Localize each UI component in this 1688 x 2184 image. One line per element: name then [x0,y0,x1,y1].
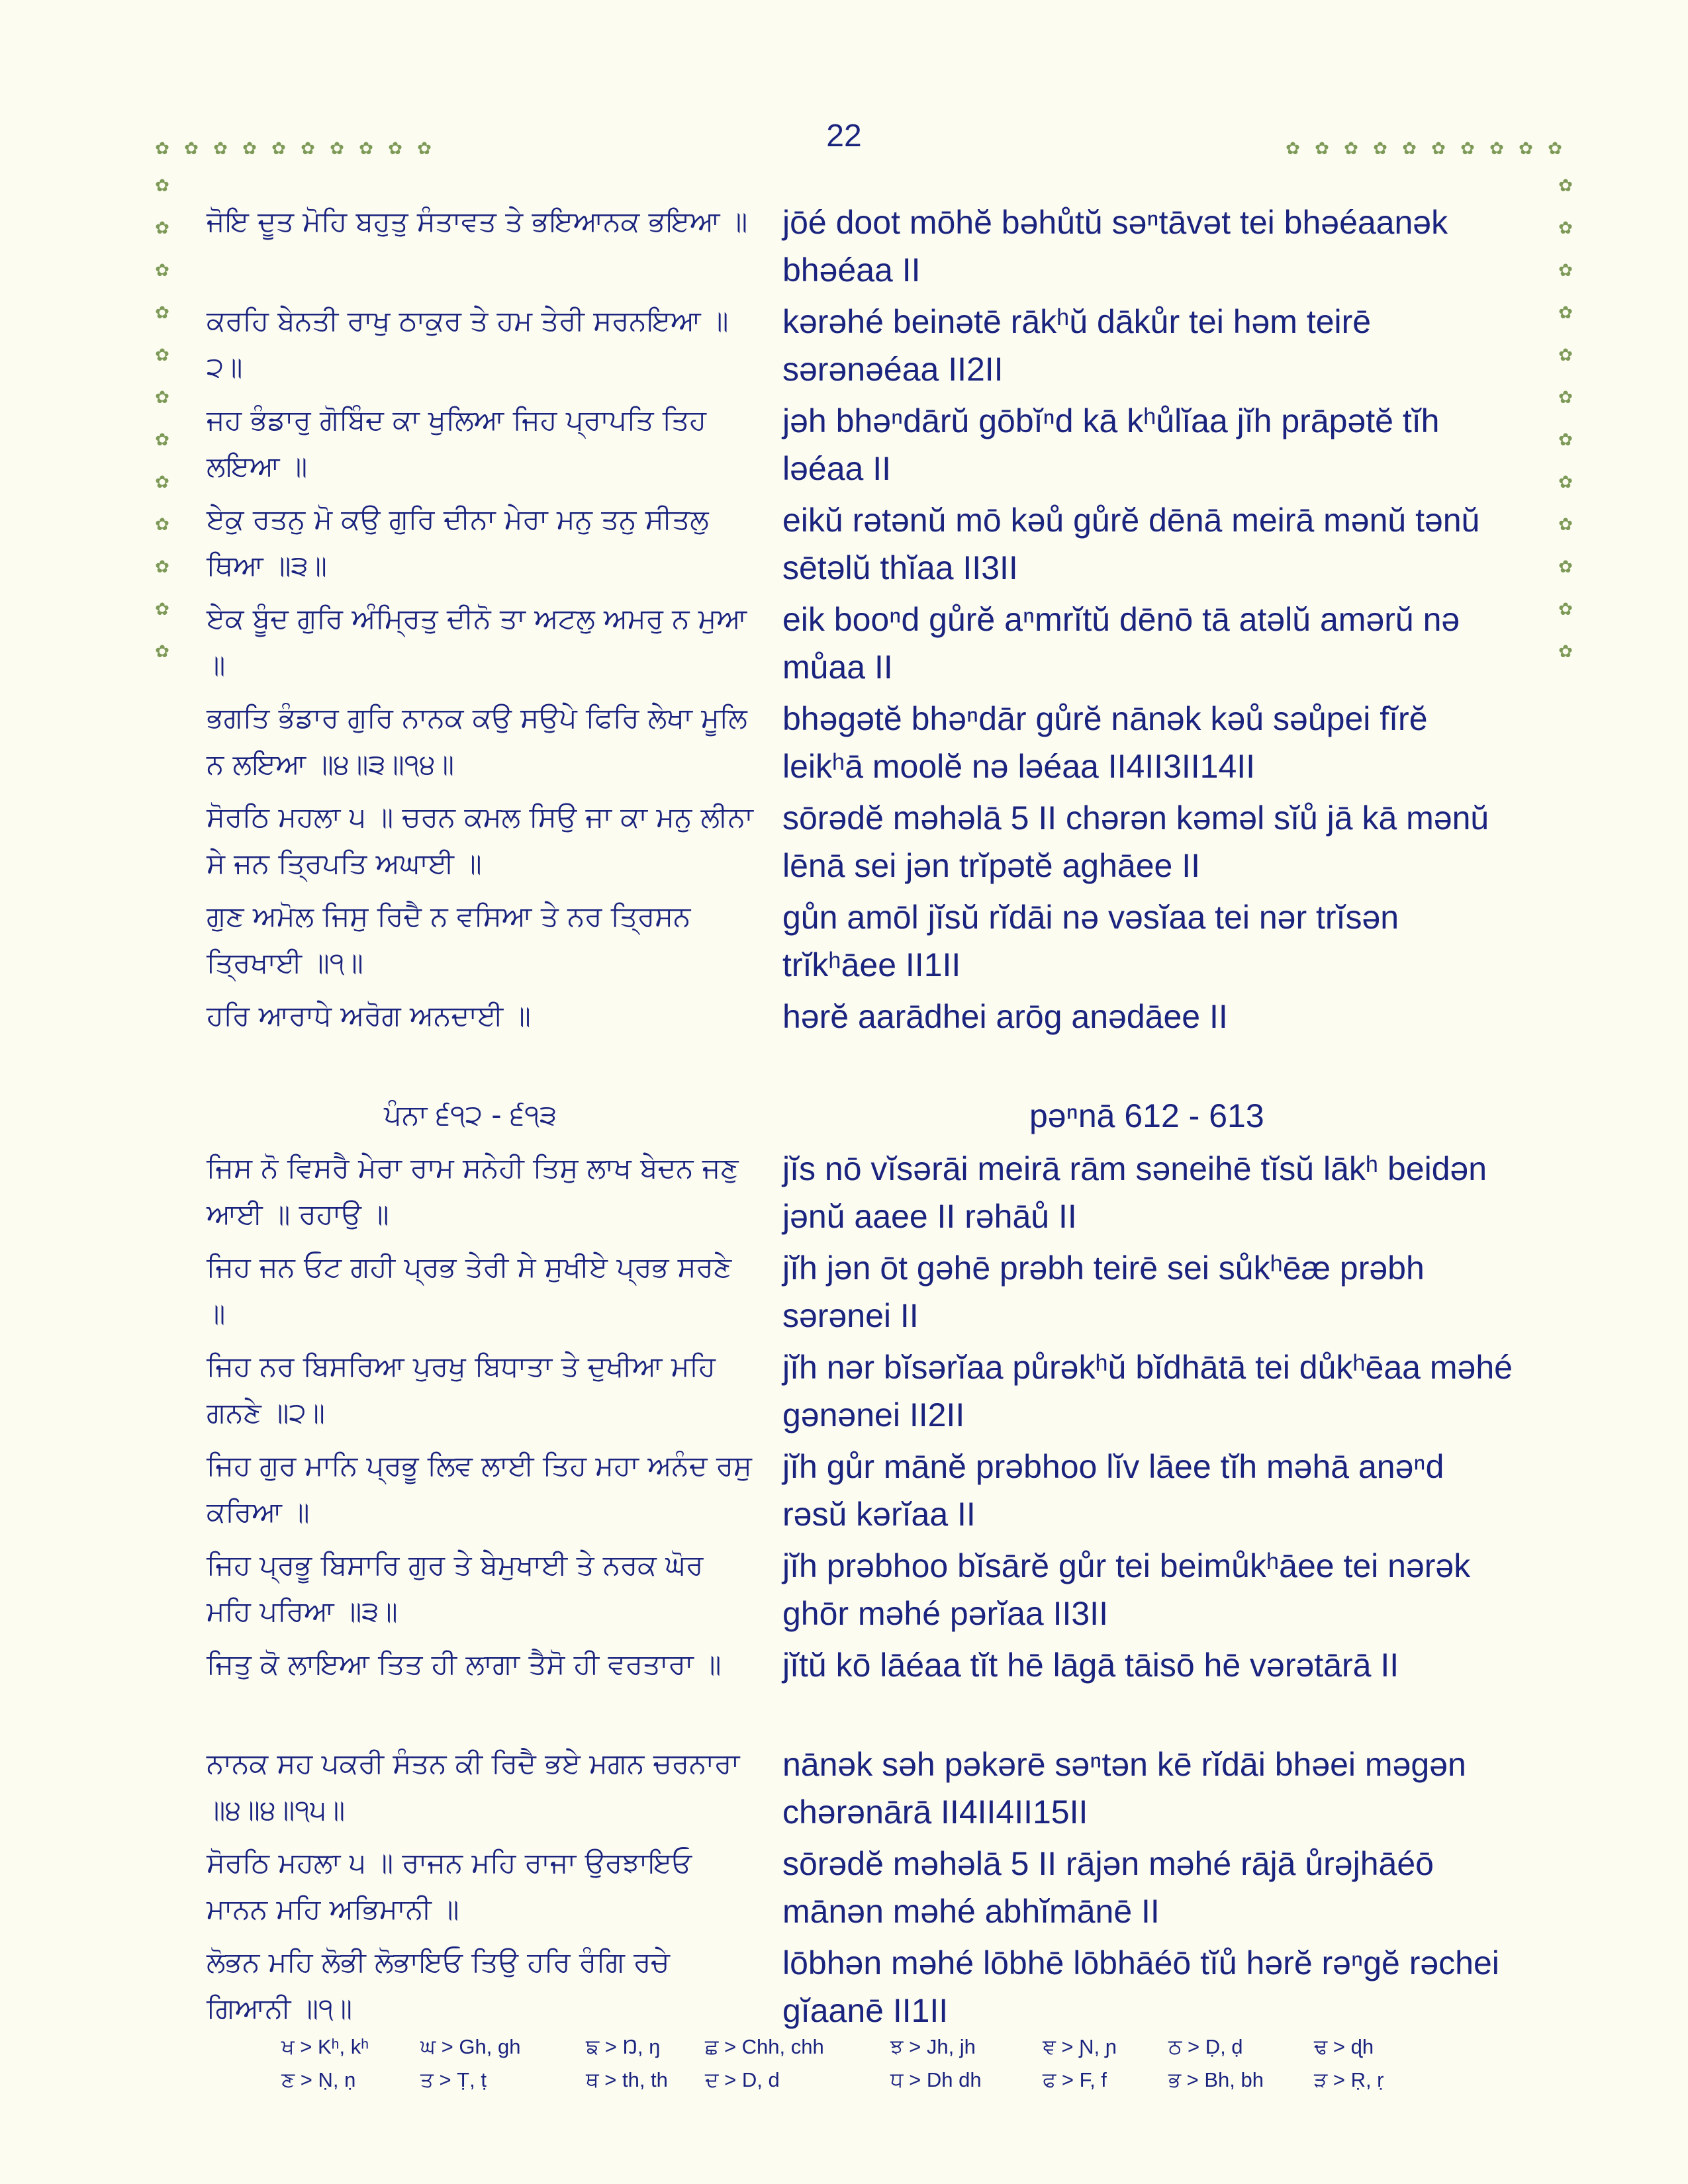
transliteration-text: jĭh nər bĭsərĭaa půrəkʰŭ bĭdhātā tei důkʰēaa məhé gənənei II2II [782,1349,1513,1433]
verse-row [0,1145,1688,1244]
verse-row [0,596,1688,695]
transliteration-text: jōé doot mōhĕ bəhůtŭ səⁿtāvət tei bhəéaanək bhəéaa II [782,204,1448,289]
transliteration-text: jĭs nō vĭsərāi meirā rām səneihē tĭsŭ lākʰ beidən jənŭ aaee II rəhāů II [782,1150,1487,1235]
verse-row [0,993,1688,1092]
flower-icon: ✿ [242,139,257,159]
flower-icon: ✿ [1558,303,1573,323]
transliteration-text: jĭh gůr mānĕ prəbhoo lĭv lāee tĭh məhā anəⁿd rəsŭ kərĭaa II [782,1448,1444,1533]
flower-icon: ✿ [417,139,432,159]
page-reference-gurmukhi: ਪੰਨਾ ੬੧੨ - ੬੧੩ [384,1099,557,1131]
flower-icon: ✿ [1519,139,1533,159]
flower-icon: ✿ [184,139,199,159]
gurmukhi-text: ਜੋਇ ਦੂਤ ਮੋਹਿ ਬਹੁਤੁ ਸੰਤਾਵਤ ਤੇ ਭਇਆਨਕ ਭਇਆ ॥ [207,205,748,238]
verse-row [0,794,1688,893]
gurmukhi-text: ਭਗਤਿ ਭੰਡਾਰ ਗੁਰਿ ਨਾਨਕ ਕਉ ਸਉਪੇ ਫਿਰਿ ਲੇਖਾ ਮੂਲਿ ਨ ਲਇਆ ॥੪॥੩॥੧੪॥ [207,702,747,780]
verse-row [0,1343,1688,1443]
verse-row [0,1542,1688,1641]
flower-icon: ✿ [155,557,169,577]
gurmukhi-text: ਲੋਭਨ ਮਹਿ ਲੋਭੀ ਲੋਭਾਇਓ ਤਿਉ ਹਰਿ ਰੰਗਿ ਰਚੇ ਗਿਆਨੀ ॥੧॥ [207,1946,670,2025]
flower-icon: ✿ [155,515,169,535]
verse-row [0,199,1688,298]
verse-row [0,1244,1688,1343]
transliteration-text: eik booⁿd gůrĕ aⁿmrĭtŭ dēnō tā atəlŭ amərŭ nə můaa II [782,601,1460,686]
flower-icon: ✿ [1402,139,1417,159]
verse-row [0,1741,1688,1840]
transliteration-text: nānək səh pəkərē səⁿtən kē rĭdāi bhəei məgən chərənārā II4II4II15II [782,1746,1466,1831]
gurmukhi-text: ਸੋਰਠਿ ਮਹਲਾ ੫ ॥ ਚਰਨ ਕਮਲ ਸਿਉ ਜਾ ਕਾ ਮਨੁ ਲੀਨਾ ਸੇ ਜਨ ਤ੍ਰਿਪਤਿ ਅਘਾਈ ॥ [207,801,753,880]
legend-item: ੜ > Ṛ, ṛ [1314,2068,1384,2091]
flower-icon: ✿ [359,139,373,159]
flower-icon: ✿ [1558,557,1573,577]
transliteration-text: kərəhé beinətē rākʰŭ dākůr tei həm teirē sərənəéaa II2II [782,303,1372,388]
verse-row [0,1840,1688,1939]
page-number: 22 [826,118,862,154]
flower-icon: ✿ [1558,600,1573,619]
flower-icon: ✿ [1558,430,1573,450]
verse-row [0,1641,1688,1741]
legend-row [281,2068,1407,2101]
gurmukhi-text: ਏਕੁ ਰਤਨੁ ਮੋ ਕਉ ਗੁਰਿ ਦੀਨਾ ਮੇਰਾ ਮਨੁ ਤਨੁ ਸੀਤਲੁ ਥਿਆ ॥੩॥ [207,503,709,582]
flower-icon: ✿ [155,473,169,492]
legend-item: ਠ > Ḍ, ḍ [1168,2035,1243,2058]
flower-icon: ✿ [155,600,169,619]
verse-row [0,397,1688,496]
gurmukhi-text: ਜਹ ਭੰਡਾਰੁ ਗੋਬਿੰਦ ਕਾ ਖੁਲਿਆ ਜਿਹ ਪ੍ਰਾਪਤਿ ਤਿਹ ਲਇਆ ॥ [207,404,706,482]
flower-icon: ✿ [1558,176,1573,196]
gurmukhi-text: ਜਿਹ ਗੁਰ ਮਾਨਿ ਪ੍ਰਭੂ ਲਿਵ ਲਾਈ ਤਿਹ ਮਹਾ ਅਨੰਦ ਰਸੁ ਕਰਿਆ ॥ [207,1449,752,1528]
flower-icon: ✿ [1558,515,1573,535]
transliteration-text: eikŭ rətənŭ mō kəů gůrĕ dēnā meirā mənŭ tənŭ sētəlŭ thĭaa II3II [782,502,1480,586]
verse-table [0,199,1688,2038]
transliteration-legend [281,2035,1407,2101]
legend-item: ਥ > th, th [586,2068,668,2091]
gurmukhi-text: ਕਰਹਿ ਬੇਨਤੀ ਰਾਖੁ ਠਾਕੁਰ ਤੇ ਹਮ ਤੇਰੀ ਸਰਨਇਆ ॥੨॥ [207,304,729,383]
gurmukhi-text: ਹਰਿ ਆਰਾਧੇ ਅਰੋਗ ਅਨਦਾਈ ॥ [207,999,531,1032]
flower-icon: ✿ [155,388,169,408]
gurmukhi-text: ਜਿਹ ਪ੍ਰਭੂ ਬਿਸਾਰਿ ਗੁਰ ਤੇ ਬੇਮੁਖਾਈ ਤੇ ਨਰਕ ਘੋਰ ਮਹਿ ਪਰਿਆ ॥੩॥ [207,1549,704,1627]
flower-icon: ✿ [213,139,228,159]
legend-item: ਙ > Ŋ, ŋ [586,2035,661,2058]
legend-item: ਭ > Bh, bh [1168,2068,1264,2091]
gurmukhi-text: ਏਕ ਬੂੰਦ ਗੁਰਿ ਅੰਮ੍ਰਿਤੁ ਦੀਨੋ ਤਾ ਅਟਲੁ ਅਮਰੁ ਨ ਮੁਆ ॥ [207,602,747,681]
transliteration-text: sōrədĕ məhəlā 5 II rājən məhé rājā ůrəjhāéō mānən məhé abhĭmānē II [782,1845,1434,1930]
legend-item: ਖ > Kʰ, kʰ [281,2035,369,2058]
flower-icon: ✿ [1558,261,1573,281]
legend-item: ਣ > Ṇ, ṇ [281,2068,356,2091]
flower-icon: ✿ [155,345,169,365]
transliteration-text: jĭtŭ kō lāéaa tĭt hē lāgā tāisō hē vərətārā II [782,1647,1399,1684]
transliteration-text: lōbhən məhé lōbhē lōbhāéō tĭů hərĕ rəⁿgĕ rəchei gĭaanē II1II [782,1944,1499,2029]
verse-row [0,1939,1688,2038]
gurmukhi-text: ਨਾਨਕ ਸਹ ਪਕਰੀ ਸੰਤਨ ਕੀ ਰਿਦੈ ਭਏ ਮਗਨ ਚਰਨਾਰਾ ॥੪॥੪॥੧੫॥ [207,1747,740,1826]
legend-item: ਫ > F, f [1043,2068,1107,2091]
flower-icon: ✿ [1558,642,1573,662]
page-reference-row [0,1092,1688,1145]
legend-item: ਞ > Ɲ, ɲ [1043,2035,1117,2058]
legend-item: ਤ > Ṭ, ṭ [420,2068,487,2091]
gurmukhi-text: ਜਿਸ ਨੋ ਵਿਸਰੈ ਮੇਰਾ ਰਾਮ ਸਨੇਹੀ ਤਿਸੁ ਲਾਖ ਬੇਦਨ ਜਣੁ ਆਈ ॥ ਰਹਾਉ ॥ [207,1152,739,1230]
flower-icon: ✿ [1431,139,1446,159]
transliteration-text: bhəgətĕ bhəⁿdār gůrĕ nānək kəů səůpei fĭrĕ leikʰā moolĕ nə ləéaa II4II3II14II [782,700,1428,785]
flower-icon: ✿ [1460,139,1475,159]
flower-icon: ✿ [155,176,169,196]
verse-row [0,298,1688,397]
legend-item: ਦ > D, d [705,2068,780,2091]
flower-icon: ✿ [1489,139,1504,159]
verse-row [0,893,1688,993]
gurmukhi-text: ਜਿਤੁ ਕੋ ਲਾਇਆ ਤਿਤ ਹੀ ਲਾਗਾ ਤੈਸੋ ਹੀ ਵਰਤਾਰਾ ॥ [207,1648,722,1680]
flower-icon: ✿ [1286,139,1300,159]
flower-icon: ✿ [155,261,169,281]
flower-icon: ✿ [388,139,402,159]
gurmukhi-text: ਜਿਹ ਨਰ ਬਿਸਰਿਆ ਪੁਰਖੁ ਬਿਧਾਤਾ ਤੇ ਦੁਖੀਆ ਮਹਿ ਗਨਣੇ ॥੨॥ [207,1350,716,1429]
flower-icon: ✿ [1558,388,1573,408]
flower-icon: ✿ [155,642,169,662]
legend-item: ਝ > Jh, jh [890,2035,976,2058]
transliteration-text: jəh bhəⁿdārŭ gōbĭⁿd kā kʰůlĭaa jĭh prāpətĕ tĭh ləéaa II [782,402,1440,487]
flower-icon: ✿ [271,139,286,159]
flower-icon: ✿ [1344,139,1358,159]
transliteration-text: gůn amōl jĭsŭ rĭdāi nə vəsĭaa tei nər trĭsən trĭkʰāee II1II [782,899,1399,983]
transliteration-text: sōrədĕ məhəlā 5 II chərən kəməl sĭů jā kā mənŭ lēnā sei jən trĭpətĕ aghāee II [782,799,1489,884]
verse-row [0,695,1688,794]
legend-item: ਘ > Gh, gh [420,2035,521,2058]
legend-item: ਢ > ɖh [1314,2035,1374,2058]
legend-row [281,2035,1407,2068]
legend-item: ਧ > Dh dh [890,2068,982,2091]
page-reference-latin: pəⁿnā 612 - 613 [1029,1097,1264,1134]
flower-icon: ✿ [155,139,169,159]
gurmukhi-text: ਗੁਣ ਅਮੋਲ ਜਿਸੁ ਰਿਦੈ ਨ ਵਸਿਆ ਤੇ ਨਰ ਤ੍ਰਿਸਨ ਤ੍ਰਿਖਾਈ ॥੧॥ [207,900,691,979]
flower-icon: ✿ [155,218,169,238]
legend-item: ਛ > Chh, chh [705,2035,824,2058]
transliteration-text: hərĕ aarādhei arōg anədāee II [782,998,1228,1035]
flower-icon: ✿ [155,303,169,323]
transliteration-text: jĭh prəbhoo bĭsārĕ gůr tei beimůkʰāee tei nərək ghōr məhé pərĭaa II3II [782,1547,1471,1632]
flower-icon: ✿ [301,139,315,159]
flower-icon: ✿ [1558,218,1573,238]
flower-icon: ✿ [1548,139,1562,159]
flower-icon: ✿ [330,139,344,159]
gurmukhi-text: ਜਿਹ ਜਨ ਓਟ ਗਹੀ ਪ੍ਰਭ ਤੇਰੀ ਸੇ ਸੁਖੀਏ ਪ੍ਰਭ ਸਰਣੇ ॥ [207,1251,732,1330]
flower-icon: ✿ [1373,139,1387,159]
gurmukhi-text: ਸੋਰਠਿ ਮਹਲਾ ੫ ॥ ਰਾਜਨ ਮਹਿ ਰਾਜਾ ਉਰਝਾਇਓ ਮਾਨਨ ਮਹਿ ਅਭਿਮਾਨੀ ॥ [207,1846,692,1925]
flower-icon: ✿ [155,430,169,450]
flower-icon: ✿ [1558,473,1573,492]
transliteration-text: jĭh jən ōt gəhē prəbh teirē sei sůkʰēæ prəbh sərənei II [782,1250,1425,1334]
verse-row [0,496,1688,596]
verse-row [0,1443,1688,1542]
flower-icon: ✿ [1558,345,1573,365]
flower-icon: ✿ [1315,139,1329,159]
